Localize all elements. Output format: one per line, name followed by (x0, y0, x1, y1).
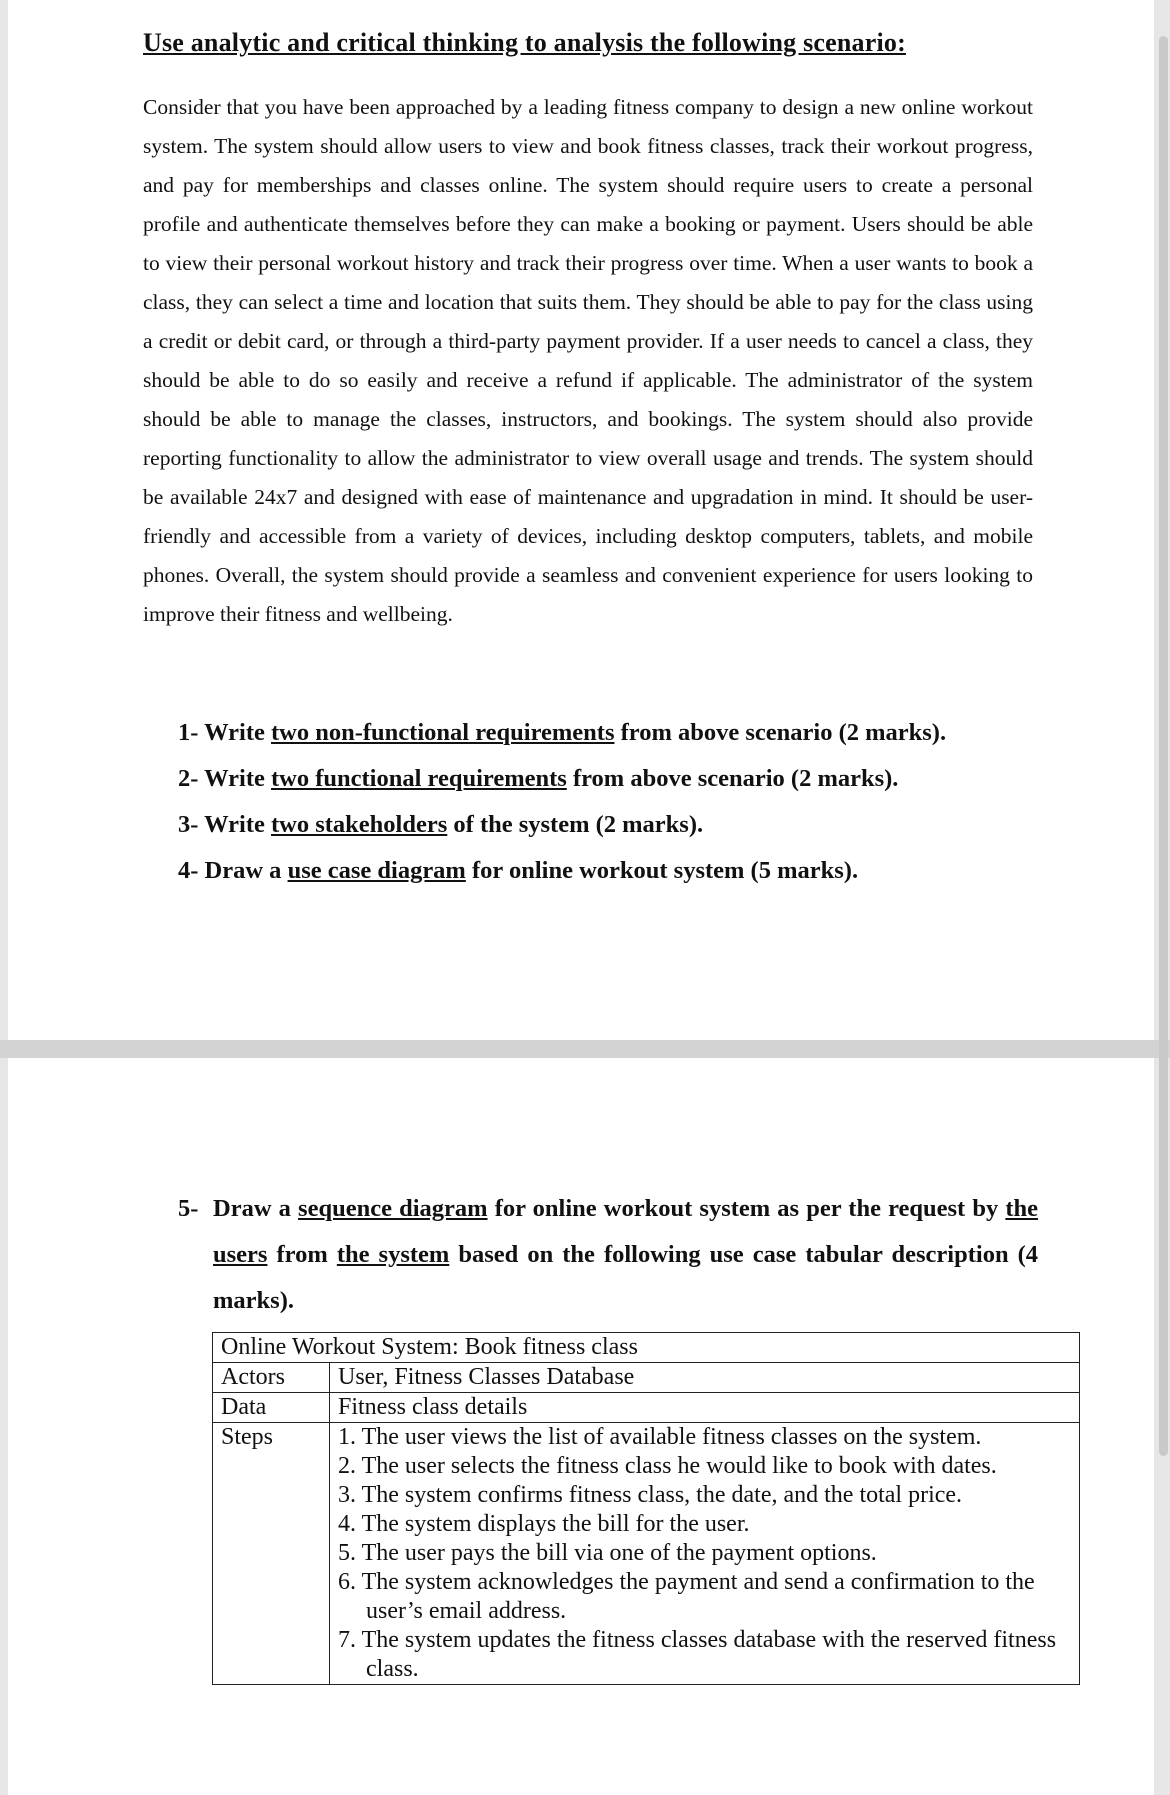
question-keyword: the system (336, 1241, 450, 1268)
step-item: 3. The system confirms fitness class, the date, and the total price. (338, 1482, 963, 1508)
question-number: 3- (178, 811, 199, 838)
question-number: 1- (178, 719, 199, 746)
actors-value: User, Fitness Classes Database (330, 1363, 1080, 1393)
question-5 (178, 1186, 1038, 1324)
page-separator (0, 1040, 1170, 1058)
table-row (213, 1363, 1080, 1393)
table-row (213, 1333, 1080, 1363)
step-item: 4. The system displays the bill for the user. (338, 1511, 750, 1537)
question-keyword: the users (213, 1195, 1039, 1268)
step-item: 1. The user views the list of available fitness classes on the system. (338, 1424, 982, 1450)
question-item: 1- Write two non-functional requirements from above scenario (2 marks). (178, 719, 947, 746)
question-5-text: Draw a sequence diagram for online workout system as per the request by the users from the system based on the following use case tabular description (4 marks). (213, 1195, 1039, 1314)
step-item: 6. The system acknowledges the payment and send a confirmation to the user’s email address. (338, 1569, 1035, 1624)
question-item: 3- Write two stakeholders of the system (2 marks). (178, 811, 704, 838)
question-keyword: use case diagram (287, 857, 466, 884)
page-2 (8, 1058, 1154, 1795)
step-item: 7. The system updates the fitness classes database with the reserved fitness class. (338, 1627, 1057, 1682)
table-row (213, 1423, 1080, 1685)
step-item: 5. The user pays the bill via one of the payment options. (338, 1540, 877, 1566)
question-keyword: sequence diagram (298, 1195, 488, 1222)
question-number: 4- (178, 857, 199, 884)
page-heading: Use analytic and critical thinking to analysis the following scenario: (143, 28, 906, 57)
data-value: Fitness class details (330, 1393, 1080, 1423)
data-label: Data (213, 1393, 330, 1423)
actors-label: Actors (213, 1363, 330, 1393)
step-item: 2. The user selects the fitness class he would like to book with dates. (338, 1453, 997, 1479)
question-item: 4- Draw a use case diagram for online workout system (5 marks). (178, 857, 859, 884)
question-item: 2- Write two functional requirements from above scenario (2 marks). (178, 765, 899, 792)
scrollbar[interactable] (1159, 36, 1168, 1456)
steps-label: Steps (213, 1423, 330, 1685)
scenario-paragraph: Consider that you have been approached by a leading fitness company to design a new online workout system. The system should allow users to view and book fitness classes, track their workout progress, and pay for memberships and classes online. The system should require users to create a personal profile and authenticate themselves before they can make a booking or payment. Users should be able to view their personal workout history and track their progress over time. When a user wants to book a class, they can select a time and location that suits them. They should be able to pay for the class using a credit or debit card, or through a third-party payment provider. If a user needs to cancel a class, they should be able to do so easily and receive a refund if applicable. The administrator of the system should be able to manage the classes, instructors, and bookings. The system should also provide reporting functionality to allow the administrator to view overall usage and trends. The system should be available 24x7 and designed with ease of maintenance and upgradation in mind. It should be user-friendly and accessible from a variety of devices, including desktop computers, tablets, and mobile phones. Overall, the system should provide a seamless and convenient experience for users looking to improve their fitness and wellbeing. (143, 95, 1033, 626)
steps-cell (330, 1423, 1080, 1685)
question-number: 2- (178, 765, 199, 792)
page-1 (8, 0, 1154, 1040)
question-keyword: two functional requirements (271, 765, 567, 792)
table-row (213, 1393, 1080, 1423)
question-keyword: two non-functional requirements (271, 719, 615, 746)
question-number: 5- (178, 1195, 199, 1222)
question-keyword: two stakeholders (271, 811, 448, 838)
question-list (178, 710, 946, 894)
use-case-table (212, 1332, 1080, 1685)
steps-list (338, 1423, 1071, 1684)
use-case-title: Online Workout System: Book fitness class (213, 1333, 1080, 1363)
